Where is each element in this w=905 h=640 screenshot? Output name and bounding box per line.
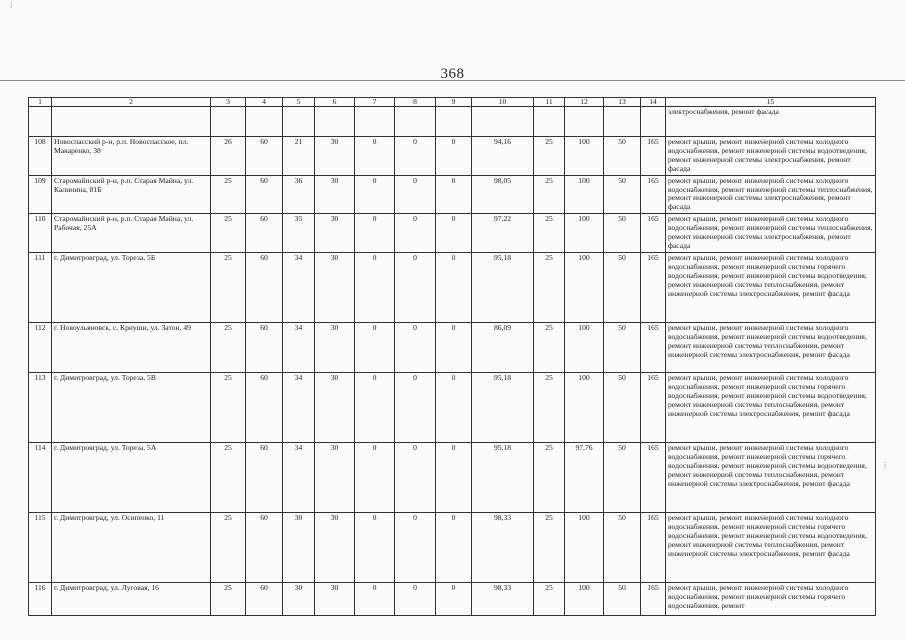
col8-cell: 0 bbox=[395, 137, 436, 176]
col3-cell: 25 bbox=[211, 322, 246, 372]
col11-cell: 25 bbox=[534, 372, 565, 442]
col14-cell: 165 bbox=[641, 442, 666, 512]
column-number-cell: 3 bbox=[211, 98, 246, 107]
col11-cell: 25 bbox=[534, 582, 565, 615]
column-number-cell: 15 bbox=[666, 98, 876, 107]
col14-cell: 165 bbox=[641, 137, 666, 176]
address-cell: г. Димитровград, ул. Тореза, 5В bbox=[52, 372, 211, 442]
table-row bbox=[29, 512, 876, 582]
col11-cell: 25 bbox=[534, 322, 565, 372]
col6-cell: 30 bbox=[315, 512, 355, 582]
row-number-cell: 109 bbox=[29, 175, 52, 214]
address-cell: Старомайнский р-н, р.п. Старая Майна, ул. Калинина, 81Б bbox=[52, 175, 211, 214]
col4-cell: 60 bbox=[246, 442, 283, 512]
col12-cell: 100 bbox=[565, 372, 604, 442]
col9-cell: 0 bbox=[436, 442, 472, 512]
address-cell: Старомайнский р-н, р.п. Старая Майна, ул. Рабочая, 25А bbox=[52, 214, 211, 253]
col7-cell: 0 bbox=[355, 582, 395, 615]
col12-cell: 100 bbox=[565, 512, 604, 582]
address-cell: г. Димитровград, ул. Тореза, 5Б bbox=[52, 252, 211, 322]
works-cell: ремонт крыши, ремонт инженерной системы холодного водоснабжения, ремонт инженерной системы горячего водоснабжения, ремонт инженерной системы водоотведения, ремонт инженерной системы теплоснабжения, ремонт инженерной системы электроснабжения, ремонт фасада bbox=[666, 252, 876, 322]
col10-cell: 97,22 bbox=[472, 214, 534, 253]
col5-cell: 30 bbox=[283, 582, 315, 615]
row-number-cell: 110 bbox=[29, 214, 52, 253]
col11-cell: 25 bbox=[534, 175, 565, 214]
column-number-cell: 10 bbox=[472, 98, 534, 107]
scan-mark-top-left: ⁞ bbox=[10, 1, 13, 10]
col13-cell: 50 bbox=[604, 252, 641, 322]
col3-cell: 25 bbox=[211, 252, 246, 322]
col8-cell: 0 bbox=[395, 252, 436, 322]
col7-cell: 0 bbox=[355, 442, 395, 512]
column-number-cell: 14 bbox=[641, 98, 666, 107]
col5-cell: 34 bbox=[283, 372, 315, 442]
column-number-cell: 2 bbox=[52, 98, 211, 107]
table-row bbox=[29, 137, 876, 176]
col12-cell: 100 bbox=[565, 137, 604, 176]
col11-cell: 25 bbox=[534, 512, 565, 582]
col5-cell: 35 bbox=[283, 214, 315, 253]
works-cell: ремонт крыши, ремонт инженерной системы холодного водоснабжения, ремонт инженерной системы водоотведения, ремонт инженерной системы электроснабжения, ремонт фасада bbox=[666, 137, 876, 176]
address-cell: г. Димитровград, ул. Луговая, 16 bbox=[52, 582, 211, 615]
col3-cell: 25 bbox=[211, 512, 246, 582]
col14-cell: 165 bbox=[641, 322, 666, 372]
col7-cell: 0 bbox=[355, 322, 395, 372]
row-number-cell: 115 bbox=[29, 512, 52, 582]
row-number-cell: 116 bbox=[29, 582, 52, 615]
col12-cell: 100 bbox=[565, 175, 604, 214]
row-number-cell: 111 bbox=[29, 252, 52, 322]
col5-cell: 34 bbox=[283, 252, 315, 322]
col3-cell: 25 bbox=[211, 175, 246, 214]
col10-cell: 86,09 bbox=[472, 322, 534, 372]
col7-cell: 0 bbox=[355, 175, 395, 214]
col4-cell: 60 bbox=[246, 175, 283, 214]
col11-cell: 25 bbox=[534, 214, 565, 253]
col13-cell: 50 bbox=[604, 372, 641, 442]
table-row bbox=[29, 175, 876, 214]
column-number-cell: 7 bbox=[355, 98, 395, 107]
col10-cell: 98,33 bbox=[472, 582, 534, 615]
col10-cell: 95,18 bbox=[472, 252, 534, 322]
col13-cell: 50 bbox=[604, 512, 641, 582]
col13-cell: 50 bbox=[604, 175, 641, 214]
col6-cell: 30 bbox=[315, 442, 355, 512]
col4-cell: 60 bbox=[246, 512, 283, 582]
address-cell: г. Димитровград, ул. Осипенко, 11 bbox=[52, 512, 211, 582]
col8-cell: 0 bbox=[395, 512, 436, 582]
col3-cell: 25 bbox=[211, 372, 246, 442]
col11-cell: 25 bbox=[534, 252, 565, 322]
col9-cell: 0 bbox=[436, 582, 472, 615]
col12-cell: 100 bbox=[565, 322, 604, 372]
col6-cell: 30 bbox=[315, 372, 355, 442]
col3-cell: 25 bbox=[211, 442, 246, 512]
col9-cell: 0 bbox=[436, 252, 472, 322]
col10-cell: 95,18 bbox=[472, 442, 534, 512]
col4-cell: 60 bbox=[246, 252, 283, 322]
col14-cell: 165 bbox=[641, 175, 666, 214]
col9-cell: 0 bbox=[436, 322, 472, 372]
page-number: 368 bbox=[440, 66, 465, 82]
col7-cell: 0 bbox=[355, 372, 395, 442]
table-row bbox=[29, 442, 876, 512]
col14-cell: 165 bbox=[641, 512, 666, 582]
table-row bbox=[29, 582, 876, 615]
col5-cell: 34 bbox=[283, 442, 315, 512]
col9-cell: 0 bbox=[436, 175, 472, 214]
col14-cell: 165 bbox=[641, 582, 666, 615]
col8-cell: 0 bbox=[395, 175, 436, 214]
col14-cell: 165 bbox=[641, 372, 666, 442]
repair-program-table bbox=[28, 97, 876, 616]
row-number-cell: 113 bbox=[29, 372, 52, 442]
col6-cell: 30 bbox=[315, 214, 355, 253]
col9-cell: 0 bbox=[436, 214, 472, 253]
works-cell: ремонт крыши, ремонт инженерной системы холодного водоснабжения, ремонт инженерной системы горячего водоснабжения, ремонт инженерной системы водоотведения, ремонт инженерной системы теплоснабжения, ремонт инженерной системы электроснабжения, ремонт фасада bbox=[666, 512, 876, 582]
col10-cell: 98,33 bbox=[472, 512, 534, 582]
col4-cell: 60 bbox=[246, 322, 283, 372]
column-number-row bbox=[29, 98, 876, 107]
works-cell: ремонт крыши, ремонт инженерной системы холодного водоснабжения, ремонт инженерной системы теплоснабжения, ремонт инженерной системы электроснабжения, ремонт фасада bbox=[666, 175, 876, 214]
column-number-cell: 9 bbox=[436, 98, 472, 107]
col9-cell: 0 bbox=[436, 137, 472, 176]
col14-cell: 165 bbox=[641, 252, 666, 322]
table-row bbox=[29, 322, 876, 372]
col5-cell: 21 bbox=[283, 137, 315, 176]
col6-cell: 30 bbox=[315, 175, 355, 214]
col12-cell: 100 bbox=[565, 214, 604, 253]
col8-cell: 0 bbox=[395, 214, 436, 253]
page-divider-line bbox=[0, 80, 905, 81]
col4-cell: 60 bbox=[246, 372, 283, 442]
col7-cell: 0 bbox=[355, 252, 395, 322]
col11-cell: 25 bbox=[534, 442, 565, 512]
works-cell: ремонт крыши, ремонт инженерной системы холодного водоснабжения, ремонт инженерной системы теплоснабжения, ремонт инженерной системы электроснабжения, ремонт фасада bbox=[666, 214, 876, 253]
col12-cell: 100 bbox=[565, 582, 604, 615]
col10-cell: 98,05 bbox=[472, 175, 534, 214]
continuation-text: электроснабжения, ремонт фасада bbox=[666, 107, 876, 137]
col7-cell: 0 bbox=[355, 214, 395, 253]
address-cell: г. Новоульяновск, с. Криуши, ул. Затон, 49 bbox=[52, 322, 211, 372]
works-cell: ремонт крыши, ремонт инженерной системы холодного водоснабжения, ремонт инженерной системы горячего водоснабжения, ремонт инженерной системы водоотведения, ремонт инженерной системы теплоснабжения, ремонт инженерной системы электроснабжения, ремонт фасада bbox=[666, 442, 876, 512]
col8-cell: 0 bbox=[395, 442, 436, 512]
col5-cell: 34 bbox=[283, 322, 315, 372]
table-row bbox=[29, 372, 876, 442]
row-number-cell: 108 bbox=[29, 137, 52, 176]
col6-cell: 30 bbox=[315, 582, 355, 615]
row-number-cell: 114 bbox=[29, 442, 52, 512]
address-cell: Новоспасский р-н, р.п. Новоспасское, пл. Макаренко, 38 bbox=[52, 137, 211, 176]
row-number-cell: 112 bbox=[29, 322, 52, 372]
col13-cell: 50 bbox=[604, 322, 641, 372]
col10-cell: 95,18 bbox=[472, 372, 534, 442]
table-row bbox=[29, 252, 876, 322]
col6-cell: 30 bbox=[315, 137, 355, 176]
col6-cell: 30 bbox=[315, 322, 355, 372]
continuation-row bbox=[29, 107, 876, 137]
col12-cell: 100 bbox=[565, 252, 604, 322]
col11-cell: 25 bbox=[534, 137, 565, 176]
column-number-cell: 6 bbox=[315, 98, 355, 107]
column-number-cell: 1 bbox=[29, 98, 52, 107]
col8-cell: 0 bbox=[395, 322, 436, 372]
col3-cell: 25 bbox=[211, 214, 246, 253]
col13-cell: 50 bbox=[604, 137, 641, 176]
col4-cell: 60 bbox=[246, 214, 283, 253]
col4-cell: 60 bbox=[246, 582, 283, 615]
col7-cell: 0 bbox=[355, 137, 395, 176]
col6-cell: 30 bbox=[315, 252, 355, 322]
col13-cell: 50 bbox=[604, 582, 641, 615]
address-cell: г. Димитровград, ул. Тореза, 5А bbox=[52, 442, 211, 512]
col3-cell: 26 bbox=[211, 137, 246, 176]
works-cell: ремонт крыши, ремонт инженерной системы холодного водоснабжения, ремонт инженерной системы горячего водоснабжения, ремонт инженерной системы водоотведения, ремонт инженерной системы теплоснабжения, ремонт инженерной системы электроснабжения, ремонт фасада bbox=[666, 372, 876, 442]
col3-cell: 25 bbox=[211, 582, 246, 615]
col13-cell: 50 bbox=[604, 214, 641, 253]
table-body bbox=[29, 98, 876, 616]
col9-cell: 0 bbox=[436, 372, 472, 442]
works-cell: ремонт крыши, ремонт инженерной системы холодного водоснабжения, ремонт инженерной системы горячего водоснабжения, ремонт bbox=[666, 582, 876, 615]
column-number-cell: 13 bbox=[604, 98, 641, 107]
col5-cell: 30 bbox=[283, 512, 315, 582]
table-row bbox=[29, 214, 876, 253]
column-number-cell: 12 bbox=[565, 98, 604, 107]
col5-cell: 36 bbox=[283, 175, 315, 214]
column-number-cell: 11 bbox=[534, 98, 565, 107]
works-cell: ремонт крыши, ремонт инженерной системы холодного водоснабжения, ремонт инженерной системы водоотведения, ремонт инженерной системы теплоснабжения, ремонт инженерной системы электроснабжения, ремонт фасада bbox=[666, 322, 876, 372]
col8-cell: 0 bbox=[395, 372, 436, 442]
col9-cell: 0 bbox=[436, 512, 472, 582]
col4-cell: 60 bbox=[246, 137, 283, 176]
column-number-cell: 5 bbox=[283, 98, 315, 107]
col7-cell: 0 bbox=[355, 512, 395, 582]
col8-cell: 0 bbox=[395, 582, 436, 615]
col13-cell: 50 bbox=[604, 442, 641, 512]
column-number-cell: 8 bbox=[395, 98, 436, 107]
col12-cell: 97,76 bbox=[565, 442, 604, 512]
scan-mark-right: ⁞ bbox=[884, 461, 887, 470]
col14-cell: 165 bbox=[641, 214, 666, 253]
column-number-cell: 4 bbox=[246, 98, 283, 107]
col10-cell: 94,16 bbox=[472, 137, 534, 176]
